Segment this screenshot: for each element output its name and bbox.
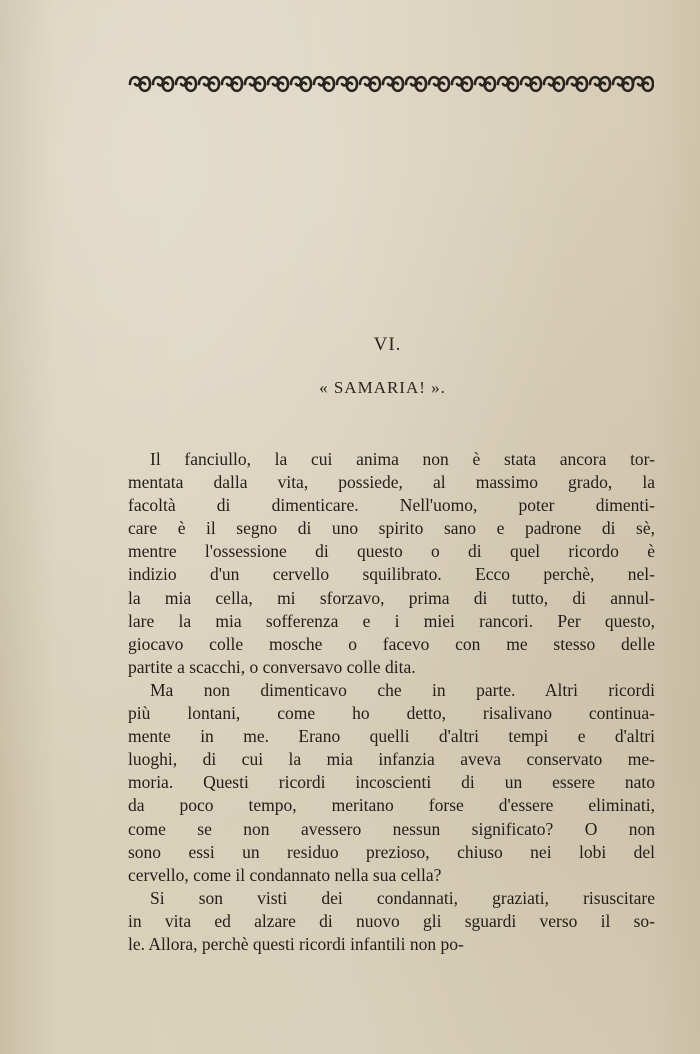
text-line: sono essi un residuo prezioso, chiuso nei lobi del — [128, 841, 655, 862]
text-line: indizio d'un cervello squilibrato. Ecco perchè, nel- — [128, 564, 655, 585]
text-line: Il fanciullo, la cui anima non è stata ancora tor- — [150, 449, 655, 469]
text-line: mentata dalla vita, possiede, al massimo grado, la — [128, 472, 655, 493]
text-line: Ma non dimenticavo che in parte. Altri ricordi — [150, 679, 655, 700]
text-line: da poco tempo, meritano forse d'essere eliminati, — [128, 795, 655, 816]
text-line: luoghi, di cui la mia infanzia aveva conservato me- — [128, 749, 655, 770]
chapter-number: VI. — [373, 334, 402, 355]
paragraph — [128, 679, 655, 887]
text-line: facoltà di dimenticare. Nell'uomo, poter dimenti- — [128, 495, 655, 516]
text-line: le. Allora, perchè questi ricordi infantili non po- — [128, 933, 464, 954]
body-text — [128, 448, 655, 956]
show-through-shadow — [120, 40, 660, 430]
text-line: in vita ed alzare di nuovo gli sguardi verso il so- — [128, 910, 655, 931]
text-line: Si son visti dei condannati, graziati, risuscitare — [150, 887, 655, 908]
text-line: moria. Questi ricordi incoscienti di un essere nato — [128, 772, 655, 793]
text-line: come se non avessero nessun significato? O non — [128, 818, 655, 839]
paragraph — [128, 887, 655, 956]
text-line: mentre l'ossessione di questo o di quel ricordo è — [128, 541, 655, 562]
text-line: mente in me. Erano quelli d'altri tempi e d'altri — [128, 726, 655, 747]
ornament-icon — [128, 72, 654, 96]
decorative-header-band — [128, 72, 654, 96]
text-line: la mia cella, mi sforzavo, prima di tutto, di annul- — [128, 587, 655, 608]
chapter-title: « SAMARIA! ». — [319, 378, 446, 397]
text-line: lare la mia sofferenza e i miei rancori. Per questo, — [128, 610, 655, 631]
text-line: più lontani, come ho detto, risalivano continua- — [128, 703, 655, 724]
text-line: cervello, come il condannato nella sua cella? — [128, 864, 442, 885]
text-line: care è il segno di uno spirito sano e padrone di sè, — [128, 518, 655, 539]
paragraph — [128, 448, 655, 679]
text-line: giocavo colle mosche o facevo con me stesso delle — [128, 633, 655, 654]
text-line: partite a scacchi, o conversavo colle dita. — [128, 656, 416, 677]
